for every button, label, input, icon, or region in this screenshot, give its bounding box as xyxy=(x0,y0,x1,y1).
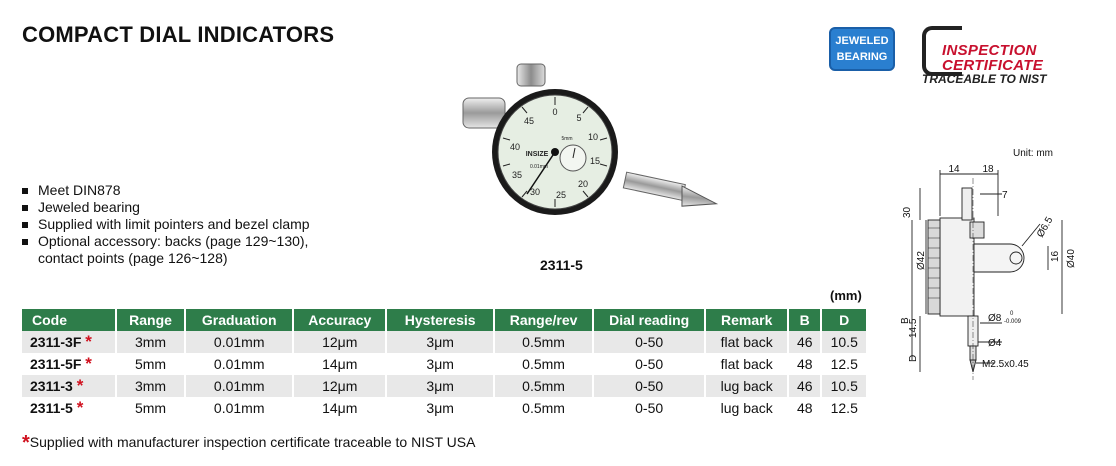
cell-range: 5mm xyxy=(116,397,185,419)
cell-b: 48 xyxy=(788,353,821,375)
dim-D: D xyxy=(908,354,919,362)
bullet-icon xyxy=(22,205,28,211)
table-row xyxy=(22,331,867,353)
dim-phi8-tol-lower: -0.009 xyxy=(1004,319,1022,325)
dim-30: 30 xyxy=(902,206,913,218)
dim-phi8: Ø8 xyxy=(988,313,1002,324)
table-unit-label: (mm) xyxy=(830,288,862,303)
header-accuracy: Accuracy xyxy=(293,309,386,331)
code-text: 2311-3F xyxy=(30,334,82,350)
cert-line3: TRACEABLE TO NIST xyxy=(922,72,1047,86)
cell-code xyxy=(22,397,116,419)
cell-range-rev: 0.5mm xyxy=(494,375,593,397)
inspection-certificate-logo xyxy=(920,24,1070,84)
cert-line1: INSPECTION xyxy=(942,42,1037,59)
cell-d: 10.5 xyxy=(821,331,867,353)
bullet-icon xyxy=(22,188,28,194)
cell-remark: lug back xyxy=(705,375,788,397)
dial-number: 35 xyxy=(511,170,523,180)
header-d: D xyxy=(821,309,867,331)
cell-range: 5mm xyxy=(116,353,185,375)
unit-label: Unit: mm xyxy=(1013,148,1053,159)
cell-remark: flat back xyxy=(705,353,788,375)
table-row xyxy=(22,397,867,419)
bullet-icon xyxy=(22,222,28,228)
dial-brand: INSIZE xyxy=(525,151,549,158)
certificate-star-icon: * xyxy=(85,332,92,351)
dial-number: 30 xyxy=(529,187,541,197)
cell-accuracy: 14μm xyxy=(293,397,386,419)
certificate-star-icon: * xyxy=(76,398,84,417)
feature-text: Supplied with limit pointers and bezel clamp xyxy=(38,216,310,232)
cell-graduation: 0.01mm xyxy=(185,331,293,353)
dial-number: 45 xyxy=(523,116,535,126)
cell-remark: lug back xyxy=(705,397,788,419)
cell-code xyxy=(22,375,116,397)
feature-list xyxy=(22,182,310,267)
cell-graduation: 0.01mm xyxy=(185,375,293,397)
code-text: 2311-5F xyxy=(30,356,82,372)
badge-line2: BEARING xyxy=(836,51,888,63)
cert-line2: CERTIFICATE xyxy=(942,57,1044,74)
dim-18: 18 xyxy=(982,164,994,175)
cell-d: 12.5 xyxy=(821,397,867,419)
certificate-star-icon: * xyxy=(85,354,92,373)
feature-item xyxy=(22,233,310,250)
cell-range: 3mm xyxy=(116,331,185,353)
dial-number: 15 xyxy=(589,156,601,166)
dimension-drawing xyxy=(890,158,1090,388)
dim-14-5: 14.5 xyxy=(908,318,919,338)
header-b: B xyxy=(788,309,821,331)
cell-range-rev: 0.5mm xyxy=(494,331,593,353)
badge-line1: JEWELED xyxy=(835,35,889,47)
feature-item-continued xyxy=(22,250,310,267)
cell-b: 46 xyxy=(788,375,821,397)
code-text: 2311-3 xyxy=(30,378,73,394)
table-row xyxy=(22,375,867,397)
dial-number: 10 xyxy=(587,132,599,142)
feature-text: Meet DIN878 xyxy=(38,182,121,198)
cell-range-rev: 0.5mm xyxy=(494,397,593,419)
bullet-icon xyxy=(22,239,28,245)
cell-range: 3mm xyxy=(116,375,185,397)
table-row xyxy=(22,353,867,375)
cell-dial-reading: 0-50 xyxy=(593,375,706,397)
dial-number: 40 xyxy=(509,142,521,152)
feature-item xyxy=(22,216,310,233)
dim-16: 16 xyxy=(1050,250,1061,262)
dial-number: 0 xyxy=(552,107,558,117)
dial-graduation: 0.01mm xyxy=(529,164,549,170)
cell-b: 48 xyxy=(788,397,821,419)
footnote-text: Supplied with manufacturer inspection certificate traceable to NIST USA xyxy=(29,434,476,450)
dim-phi4: Ø4 xyxy=(988,338,1002,349)
feature-text: Jeweled bearing xyxy=(38,199,140,215)
cell-range-rev: 0.5mm xyxy=(494,353,593,375)
cell-dial-reading: 0-50 xyxy=(593,353,706,375)
header-range-rev: Range/rev xyxy=(494,309,593,331)
dial-indicator-image xyxy=(455,60,725,230)
cell-d: 12.5 xyxy=(821,353,867,375)
dim-14: 14 xyxy=(948,164,960,175)
cell-b: 46 xyxy=(788,331,821,353)
cell-remark: flat back xyxy=(705,331,788,353)
cell-code xyxy=(22,331,116,353)
header-graduation: Graduation xyxy=(185,309,293,331)
dim-phi42: Ø42 xyxy=(916,251,927,270)
dim-B: B xyxy=(900,317,911,324)
feature-text: contact points (page 126~128) xyxy=(38,250,228,266)
dim-thread: M2.5x0.45 xyxy=(982,359,1029,370)
dial-range: 5mm xyxy=(561,136,573,142)
cell-accuracy: 12μm xyxy=(293,375,386,397)
footnote xyxy=(22,432,475,455)
cell-accuracy: 14μm xyxy=(293,353,386,375)
table-header-row xyxy=(22,309,867,331)
cell-hysteresis: 3μm xyxy=(386,331,494,353)
header-remark: Remark xyxy=(705,309,788,331)
header-hysteresis: Hysteresis xyxy=(386,309,494,331)
cell-hysteresis: 3μm xyxy=(386,375,494,397)
dim-7: 7 xyxy=(1002,190,1008,201)
header-range: Range xyxy=(116,309,185,331)
cell-hysteresis: 3μm xyxy=(386,353,494,375)
cell-graduation: 0.01mm xyxy=(185,353,293,375)
cell-dial-reading: 0-50 xyxy=(593,397,706,419)
code-text: 2311-5 xyxy=(30,400,73,416)
cell-accuracy: 12μm xyxy=(293,331,386,353)
cell-code xyxy=(22,353,116,375)
dial-number: 25 xyxy=(555,190,567,200)
product-model-caption: 2311-5 xyxy=(540,257,583,273)
dial-number: 5 xyxy=(576,113,582,123)
dim-phi8-tol-upper: 0 xyxy=(1010,311,1014,317)
cell-dial-reading: 0-50 xyxy=(593,331,706,353)
footnote-star-icon: * xyxy=(22,432,30,454)
header-code: Code xyxy=(22,309,116,331)
dim-phi6-5: Ø6.5 xyxy=(1035,215,1056,240)
cell-d: 10.5 xyxy=(821,375,867,397)
cell-hysteresis: 3μm xyxy=(386,397,494,419)
page-title: COMPACT DIAL INDICATORS xyxy=(22,22,335,47)
feature-item xyxy=(22,182,310,199)
cell-graduation: 0.01mm xyxy=(185,397,293,419)
spec-table xyxy=(22,309,868,419)
dial-number: 20 xyxy=(577,179,589,189)
dim-phi40: Ø40 xyxy=(1066,249,1077,268)
certificate-star-icon: * xyxy=(76,376,84,395)
feature-text: Optional accessory: backs (page 129~130), xyxy=(38,233,309,249)
header-dial-reading: Dial reading xyxy=(593,309,706,331)
feature-item xyxy=(22,199,310,216)
jeweled-bearing-badge xyxy=(829,27,895,71)
